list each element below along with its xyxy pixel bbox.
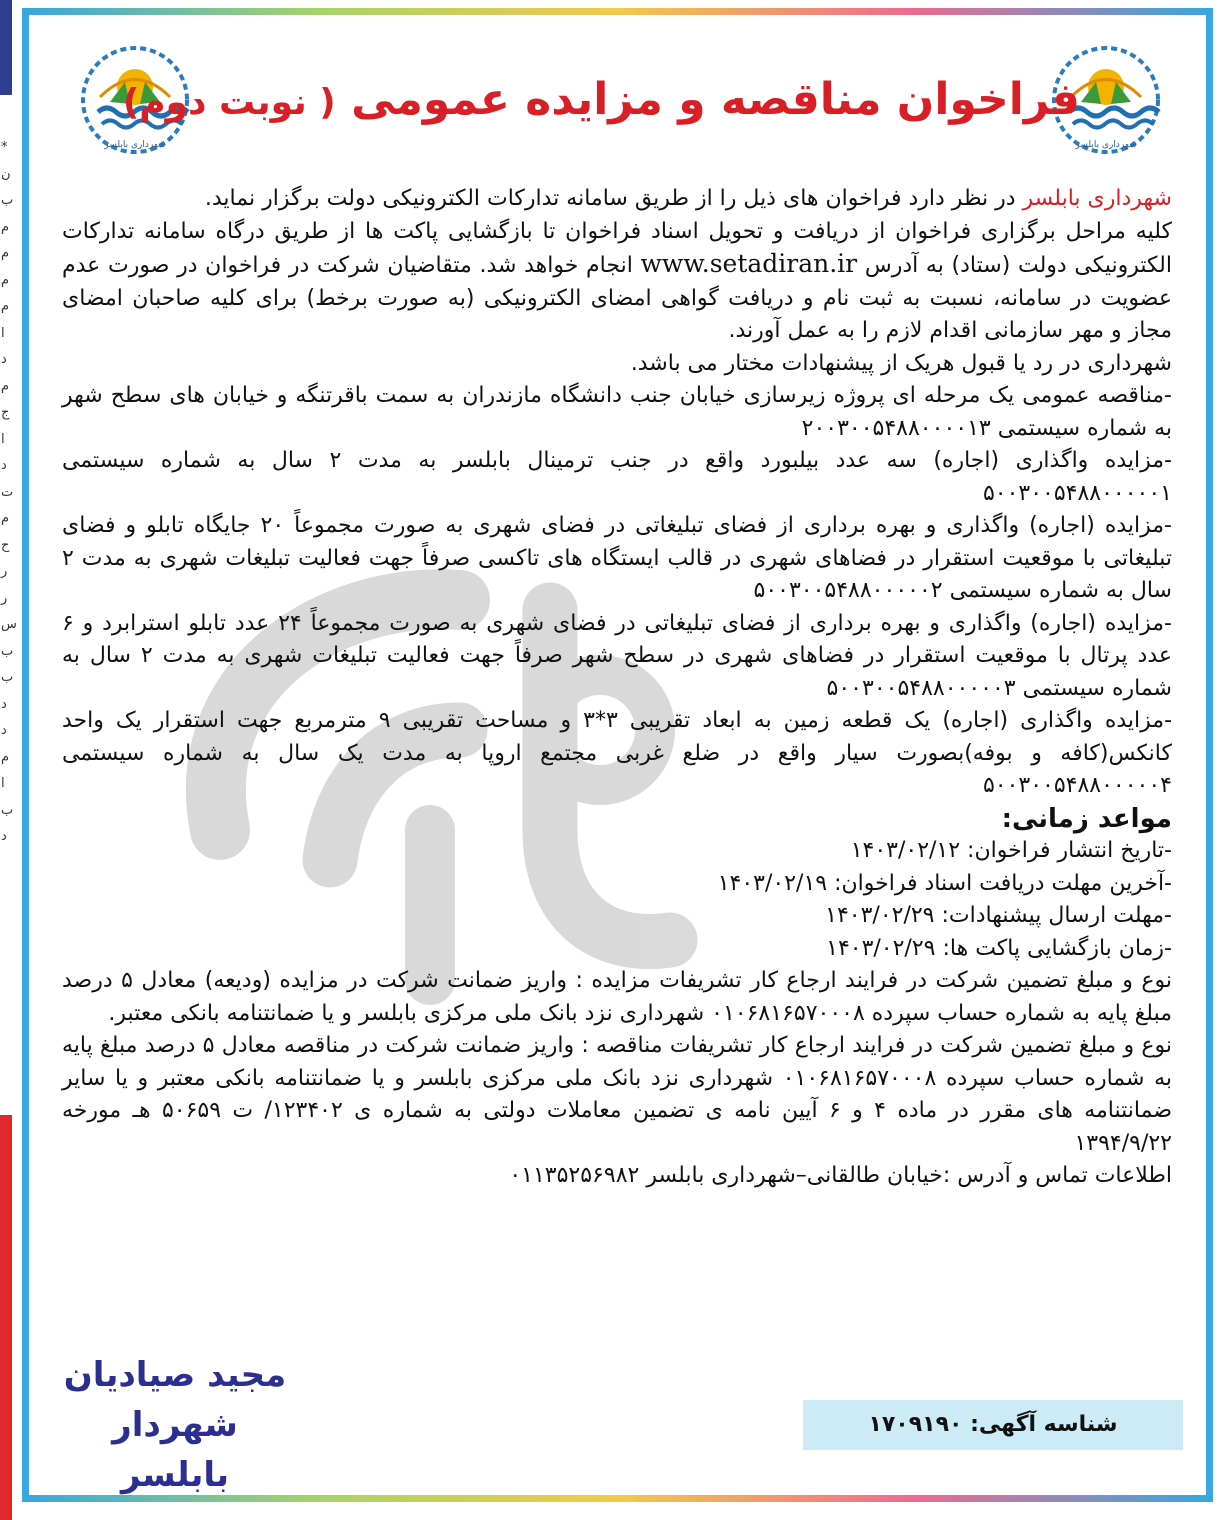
contact-info: اطلاعات تماس و آدرس :خیابان طالقانی–شهرداری بابلسر ۰۱۱۳۵۲۵۶۹۸۲ [509, 1163, 1172, 1188]
schedule-row: -تاریخ انتشار فراخوان: ۱۴۰۳/۰۲/۱۲ [850, 838, 1172, 863]
intro-paragraph [62, 216, 1172, 348]
schedule-title: مواعد زمانی: [1001, 803, 1172, 834]
title-subtitle: ( نوبت دوم) [122, 82, 336, 123]
title-main: فراخوان مناقصه و مزایده عمومی [351, 74, 1080, 125]
header [30, 22, 1206, 172]
neighbor-red-bar [0, 1115, 12, 1520]
list-item: -مزایده (اجاره) واگذاری و بهره برداری از فضای تبلیغاتی در فضای شهری به صورت مجموعاً ۲۰ جایگاه تابلو و فضای تبلیغاتی با موقعیت استقرار در فضاهای شهری در قالب ایستگاه های تاکسی صرفاً جهت فعالیت تبلیغات شهری به مدت ۲ سال به شماره سیستمی ۵۰۰۳۰۰۵۴۸۸۰۰۰۰۰۲ [62, 513, 1172, 603]
neighbor-column-text: * ن ب م م م م ا د م ج ا د ت م ح ر ر س ب ب د د م ا ب د [1, 140, 17, 844]
intro-text: در نظر دارد فراخوان های ذیل را از طریق سامانه تدارکات الکترونیکی دولت برگزار نماید. [204, 186, 1023, 211]
page-title [122, 74, 1080, 125]
neighbor-column-strip [0, 0, 17, 1520]
schedule-row: -زمان بازگشایی پاکت ها: ۱۴۰۳/۰۲/۲۹ [826, 935, 1172, 961]
logo-caption: شهرداری بابلسر [104, 140, 166, 150]
intro-highlight: شهرداری بابلسر [1022, 186, 1172, 211]
intro-line [62, 183, 1172, 216]
setad-url-link[interactable]: www.setadiran.ir [640, 249, 858, 278]
neighbor-blue-bar [0, 0, 12, 95]
list-item: -مناقصه عمومی یک مرحله ای پروژه زیرسازی خیابان جنب دانشگاه مازندران به سمت باقرتنگه و خیابان های سطح شهر به شماره سیستمی ۲۰۰۳۰۰۵۴۸۸۰۰۰۰۱۳ [62, 383, 1172, 441]
list-item: -مزایده واگذاری (اجاره) یک قطعه زمین به ابعاد تقریبی ۳*۳ و مساحت تقریبی ۹ مترمربع جهت استقرار یک واحد کانکس(کافه و بوفه)بصورت سیار واقع در ضلع غربی مجتمع اروپا به مدت یک سال به شماره سیستمی ۵۰۰۳۰۰۵۴۸۸۰۰۰۰۰۴ [62, 708, 1173, 798]
signatory-role: شهردار بابلسر [112, 1405, 238, 1495]
list-item: -مزایده (اجاره) واگذاری و بهره برداری از فضای تبلیغاتی در فضای شهری به صورت مجموعاً ۲۴ عدد تابلو استرابرد و ۶ عدد پرتال با موقعیت استقرار در فضاهای شهری در سطح شهر صرفاً جهت فعالیت تبلیغات شهری به مدت ۲ سال به شماره سیستمی ۵۰۰۳۰۰۵۴۸۸۰۰۰۰۰۳ [62, 610, 1172, 701]
signatory-name: مجید صیادیان [63, 1355, 287, 1395]
intro-paragraph-part-b: انجام خواهد شد. متقاضیان شرکت در فراخوان در صورت عدم عضویت در سامانه، نسبت به ثبت نام و دریافت گواهی امضای الکترونیکی (به صورت برخط) برای کلیه صاحبان امضای مجاز و مهر سازمانی اقدام لازم را به عمل آورند. [62, 253, 1172, 343]
intro-paragraph-part-a: کلیه مراحل برگزاری فراخوان از دریافت و تحویل اسناد فراخوان تا بازگشایی پاکت ها از طریق درگاه سامانه تدارکات الکترونیکی دولت (ستاد) به آدرس [62, 218, 1173, 278]
logo-caption: شهرداری بابلسر [1075, 140, 1137, 150]
signature-block [55, 1350, 295, 1500]
rights-note: شهرداری در رد یا قبول هریک از پیشنهادات مختار می باشد. [630, 350, 1172, 376]
announcement-body [62, 183, 1172, 1193]
auction-guarantee: نوع و مبلغ تضمین شرکت در فرایند ارجاع کار تشریفات مزایده : واریز ضمانت شرکت در مزایده (ودیعه) معادل ۵ درصد مبلغ پایه به شماره حساب سپرده ۰۱۰۶۸۱۶۵۷۰۰۰۸ شهرداری نزد بانک ملی مرکزی بابلسر و یا ضمانتنامه بانکی معتبر. [62, 968, 1172, 1026]
schedule-row: -آخرین مهلت دریافت اسناد فراخوان: ۱۴۰۳/۰۲/۱۹ [717, 870, 1172, 896]
list-item: -مزایده واگذاری (اجاره) سه عدد بیلبورد واقع در جنب ترمینال بابلسر به مدت ۲ سال به شماره سیستمی ۵۰۰۳۰۰۵۴۸۸۰۰۰۰۰۱ [62, 448, 1172, 506]
schedule-row: -مهلت ارسال پیشنهادات: ۱۴۰۳/۰۲/۲۹ [825, 903, 1172, 928]
ad-id-box: شناسه آگهی: ۱۷۰۹۱۹۰ [803, 1400, 1183, 1450]
tender-guarantee: نوع و مبلغ تضمین شرکت در فرایند ارجاع کار تشریفات مناقصه : واریز ضمانت شرکت در مناقصه معادل ۵ درصد مبلغ پایه به شماره حساب سپرده ۰۱۰۶۸۱۶۵۷۰۰۰۸ شهرداری نزد بانک ملی مرکزی بابلسر و یا ضمانتنامه بانکی معتبر و یا سایر ضمانتنامه های مقرر در ماده ۴ و ۶ آیین نامه ی تضمین معاملات دولتی به شماره ی ۱۲۳۴۰۲/ ت ۵۰۶۵۹ هـ مورخه ۱۳۹۴/۹/۲۲ [62, 1033, 1173, 1156]
